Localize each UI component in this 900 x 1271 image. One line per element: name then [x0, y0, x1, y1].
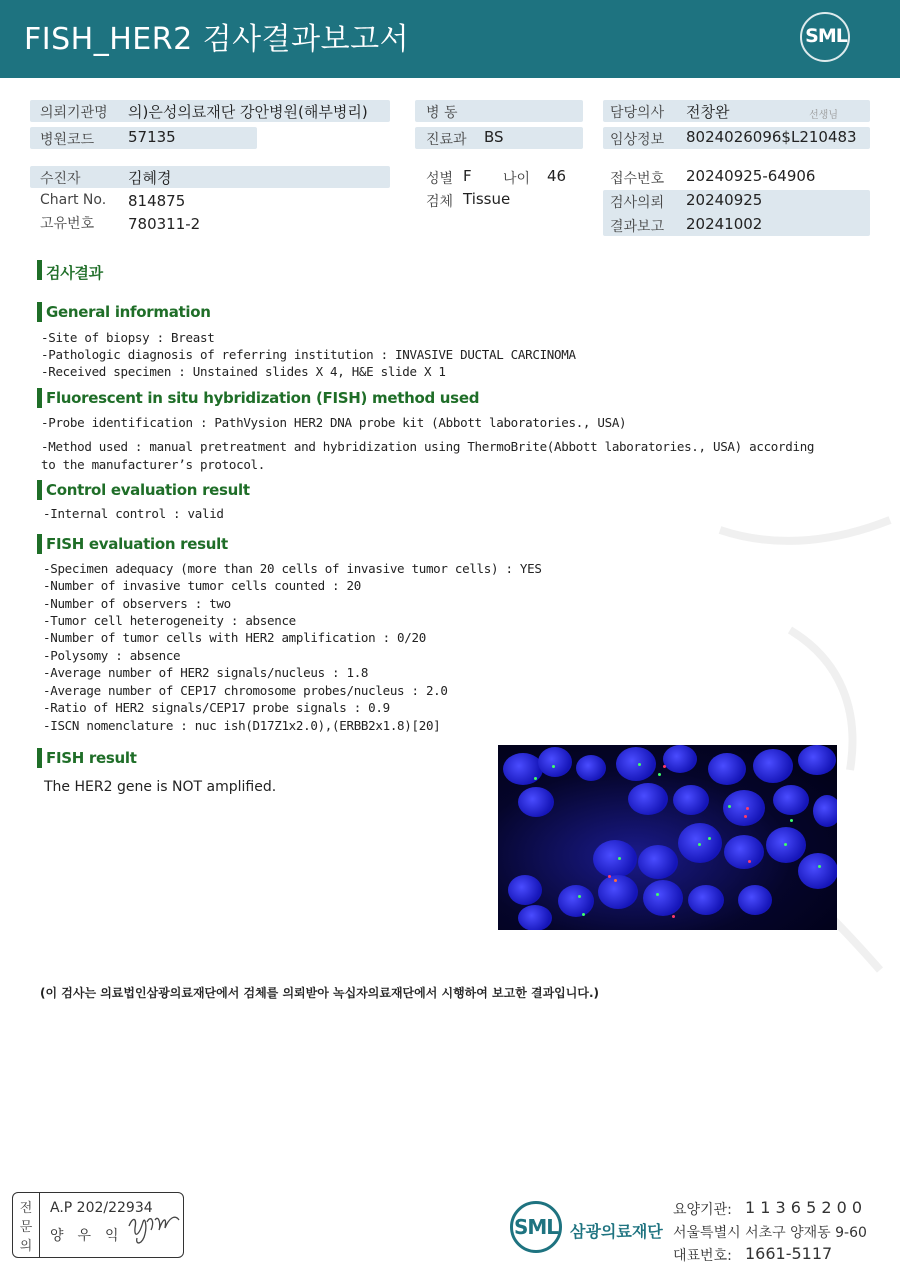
hospital-code-label: 병원코드	[40, 132, 95, 148]
sex-value: F	[463, 167, 472, 185]
fish-result-title: FISH result	[46, 749, 137, 767]
request-date-label: 검사의뢰	[610, 195, 665, 211]
unique-no-value: 780311-2	[128, 215, 201, 233]
general-info-title: General information	[46, 303, 211, 321]
evaluation-marker	[37, 534, 42, 554]
fish-microscopy-image	[498, 745, 837, 930]
footer-org-name: 삼광의료재단	[570, 1222, 663, 1241]
hospital-code-value: 57135	[128, 128, 176, 146]
evaluation-line: -Number of observers : two	[43, 596, 231, 611]
stamp-ap-number: A.P 202/22934	[50, 1200, 153, 1216]
clinical-info-value: 8024026096$L210483	[686, 128, 857, 146]
age-value: 46	[547, 167, 567, 185]
chart-no-label: Chart No.	[40, 192, 107, 208]
stamp-side-char: 전	[19, 1201, 33, 1216]
evaluation-line: -Average number of CEP17 chromosome probes/nucleus : 2.0	[43, 683, 448, 698]
age-label: 나이	[503, 171, 531, 187]
method-line: -Method used : manual pretreatment and hybridization using ThermoBrite(Abbott laboratories., USA) according	[41, 439, 815, 454]
evaluation-line: -Number of tumor cells with HER2 amplification : 0/20	[43, 630, 426, 645]
general-info-marker	[37, 302, 42, 322]
stamp-pathologist-name: 양우익	[50, 1228, 133, 1244]
patient-label: 수진자	[40, 171, 81, 187]
footer-phone-label: 대표번호:	[673, 1248, 732, 1264]
patient-bar	[30, 166, 390, 188]
chart-no-value: 814875	[128, 192, 186, 210]
results-heading: 검사결과	[46, 264, 103, 282]
fish-result-text: The HER2 gene is NOT amplified.	[44, 779, 277, 795]
evaluation-title: FISH evaluation result	[46, 535, 228, 553]
ward-label: 병 동	[426, 105, 458, 121]
evaluation-line: -Polysomy : absence	[43, 648, 181, 663]
control-line: -Internal control : valid	[43, 506, 224, 521]
general-info-line: -Pathologic diagnosis of referring institution : INVASIVE DUCTAL CARCINOMA	[41, 347, 576, 362]
footer-code-value: 1 1 3 6 5 2 0 0	[745, 1198, 863, 1217]
receipt-no-label: 접수번호	[610, 171, 665, 187]
control-marker	[37, 480, 42, 500]
evaluation-line: -Average number of HER2 signals/nucleus : 1.8	[43, 665, 369, 680]
doctor-suffix: 선생님	[809, 110, 838, 121]
evaluation-line: -Ratio of HER2 signals/CEP17 probe signals : 0.9	[43, 700, 390, 715]
stamp-side-char: 문	[19, 1220, 33, 1235]
clinical-info-label: 임상정보	[610, 132, 665, 148]
evaluation-line: -Tumor cell heterogeneity : absence	[43, 613, 296, 628]
results-heading-marker	[37, 260, 42, 280]
fish-result-marker	[37, 748, 42, 768]
department-value: BS	[484, 128, 504, 146]
patient-value: 김혜경	[128, 169, 172, 187]
footer-phone-value: 1661-5117	[745, 1244, 833, 1263]
signature-graphic	[125, 1204, 183, 1250]
footer-address: 서울특별시 서초구 양재동 9-60	[673, 1225, 867, 1241]
institution-label: 의뢰기관명	[40, 105, 108, 121]
sml-logo-text: SML	[805, 25, 847, 47]
report-date-label: 결과보고	[610, 219, 665, 235]
specimen-label: 검체	[426, 194, 454, 210]
footer-code-label: 요양기관:	[673, 1202, 732, 1218]
general-info-line: -Site of biopsy : Breast	[41, 330, 215, 345]
referral-note: (이 검사는 의료법인삼광의료재단에서 검체를 의뢰받아 녹십자의료재단에서 시행하여 보고한 결과입니다.)	[40, 986, 600, 1000]
evaluation-line: -Number of invasive tumor cells counted : 20	[43, 578, 361, 593]
method-line: -Probe identification : PathVysion HER2 DNA probe kit (Abbott laboratories., USA)	[41, 415, 627, 430]
method-line: to the manufacturer’s protocol.	[41, 457, 265, 472]
evaluation-line: -ISCN nomenclature : nuc ish(D17Z1x2.0),(ERBB2x1.8)[20]	[43, 718, 441, 733]
sex-label: 성별	[426, 171, 454, 187]
department-label: 진료과	[426, 132, 467, 148]
doctor-label: 담당의사	[610, 105, 665, 121]
request-date-value: 20240925	[686, 191, 763, 209]
receipt-no-value: 20240925-64906	[686, 167, 816, 185]
doctor-value: 전창완	[686, 103, 730, 121]
control-title: Control evaluation result	[46, 481, 250, 499]
method-marker	[37, 388, 42, 408]
institution-value: 의)은성의료재단 강안병원(해부병리)	[128, 103, 368, 121]
method-title: Fluorescent in situ hybridization (FISH) method used	[46, 389, 480, 407]
unique-no-label: 고유번호	[40, 216, 95, 232]
specimen-value: Tissue	[463, 190, 511, 208]
report-title: FISH_HER2 검사결과보고서	[24, 22, 410, 57]
footer-sml-logo-text: SML	[513, 1215, 559, 1239]
general-info-line: -Received specimen : Unstained slides X 4, H&E slide X 1	[41, 364, 446, 379]
stamp-side-char: 의	[19, 1239, 33, 1254]
report-date-value: 20241002	[686, 215, 763, 233]
evaluation-line: -Specimen adequacy (more than 20 cells of invasive tumor cells) : YES	[43, 561, 542, 576]
